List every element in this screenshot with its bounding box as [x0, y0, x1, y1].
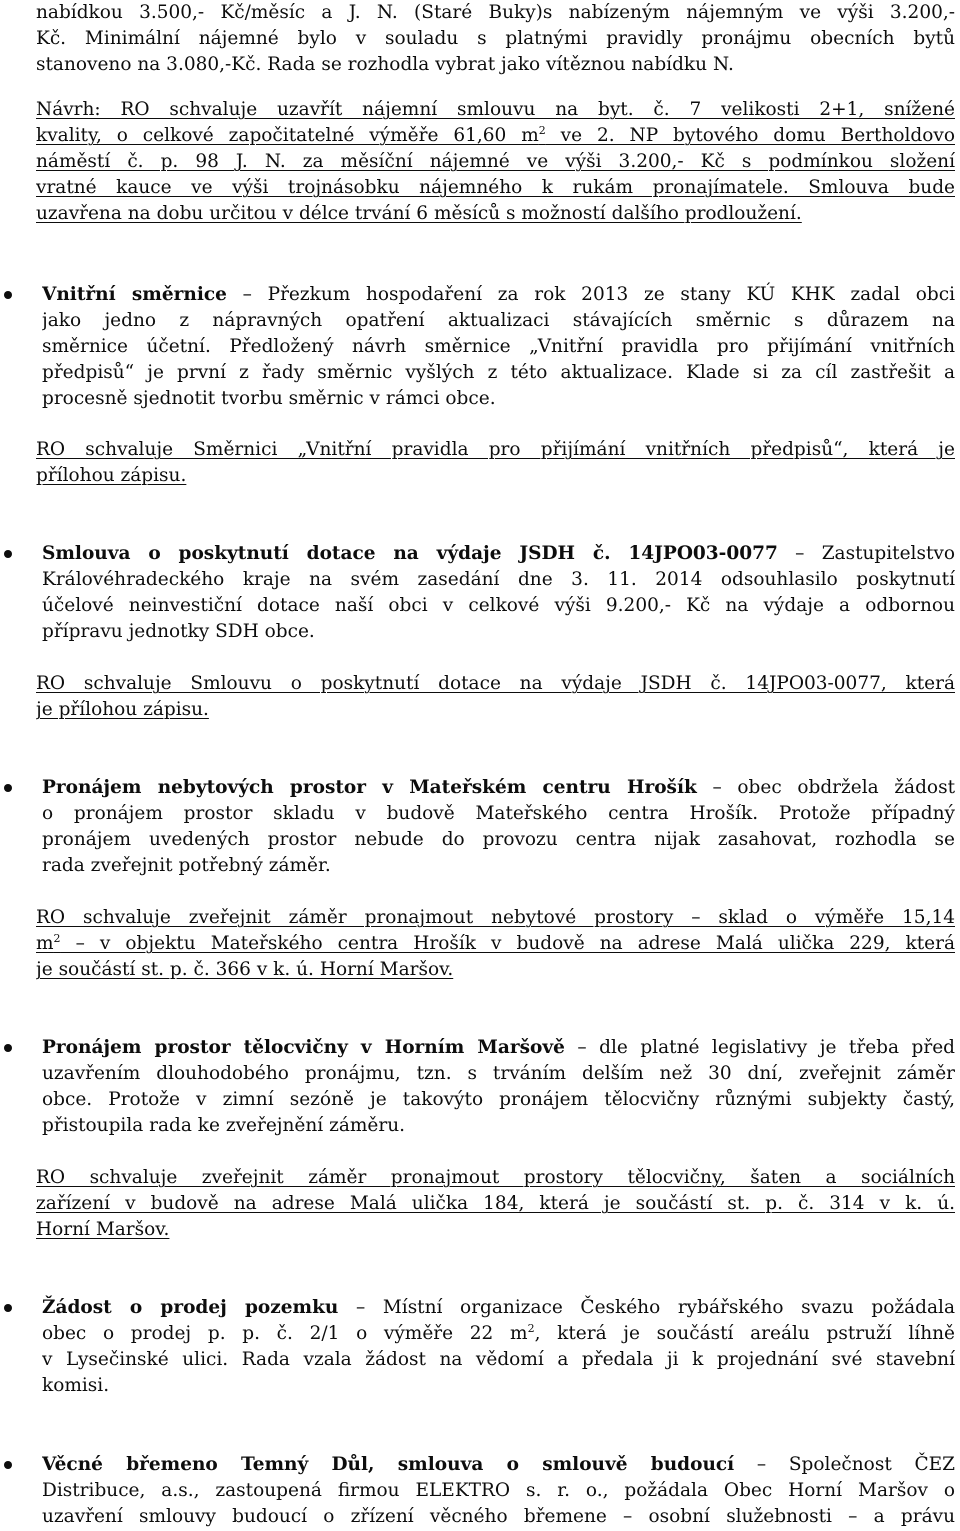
- item-paragraph: [42, 1295, 955, 1399]
- paragraph-line: stanoveno na 3.080,-Kč. Rada se rozhodla vybrat jako vítěznou nabídku N.: [36, 54, 734, 75]
- item-paragraph: [42, 1452, 955, 1530]
- paragraph-line: Návrh: RO schvaluje uzavřít nájemní smlouvu na byt. č. 7 velikosti 2+1, snížené: [36, 99, 955, 120]
- item-first-line: [42, 282, 955, 308]
- paragraph-line: Kč. Minimální nájemné bylo v souladu s platnými pravidly pronájmu obecních bytů: [36, 28, 955, 49]
- paragraph-line: jako jedno z nápravných opatření aktualizaci stávajících směrnic s důrazem na: [42, 310, 955, 331]
- resolution-line: RO schvaluje Směrnici „Vnitřní pravidla pro přijímání vnitřních předpisů“, která je: [36, 439, 955, 460]
- bullet-icon: [4, 291, 12, 299]
- line-text-segment: obec o prodej p. p. č. 2/1 o výměře 22 m: [42, 1323, 528, 1344]
- line-text-segment: kvality, o celkové započitatelné výměře 61,60 m: [36, 125, 539, 146]
- item-paragraph: [42, 1035, 955, 1139]
- resolution-line: [36, 931, 955, 957]
- paragraph-line: Královéhradeckého kraje na svém zasedání dne 3. 11. 2014 odsouhlasilo poskytnutí: [42, 569, 955, 590]
- paragraph-line: přistoupila rada ke zveřejnění záměru.: [42, 1115, 405, 1136]
- item-lead-text: – Společnost ČEZ: [734, 1454, 955, 1475]
- paragraph-line: vratné kauce ve výši trojnásobku nájemného k rukám pronajímatele. Smlouva bude: [36, 177, 955, 198]
- paragraph-line: směrnice účetní. Předložený návrh směrnice „Vnitřní pravidla pro přijímání vnitřních: [42, 336, 955, 357]
- bullet-icon: [4, 550, 12, 558]
- paragraph-line: uzavřením dlouhodobého pronájmu, tzn. s trváním delším než 30 dní, zveřejnit záměr: [42, 1063, 955, 1084]
- intro-paragraph: [36, 0, 955, 78]
- resolution-line: RO schvaluje Smlouvu o poskytnutí dotace na výdaje JSDH č. 14JPO03-0077, která: [36, 673, 955, 694]
- item-first-line: [42, 541, 955, 567]
- proposal-paragraph: [36, 97, 955, 227]
- line-text-segment: m: [36, 933, 54, 954]
- item-first-line: [42, 775, 955, 801]
- item-paragraph: [42, 541, 955, 645]
- item-lead-text: – Místní organizace Českého rybářského svazu požádala: [338, 1297, 955, 1318]
- bullet-icon: [4, 1044, 12, 1052]
- paragraph-line: uzavřena na dobu určitou v délce trvání 6 měsíců s možností dalšího prodloužení.: [36, 203, 802, 224]
- item-title: Pronájem nebytových prostor v Mateřském centru Hrošík: [42, 777, 697, 798]
- resolution-paragraph: [36, 905, 955, 983]
- resolution-line: zařízení v budově na adrese Malá ulička 184, která je součástí st. p. č. 314 v k. ú.: [36, 1193, 955, 1214]
- item-lead-text: – dle platné legislativy je třeba před: [564, 1037, 955, 1058]
- superscript: 2: [53, 932, 61, 945]
- item-lead-text: – obec obdržela žádost: [696, 777, 955, 798]
- item-first-line: [42, 1295, 955, 1321]
- item-title: Pronájem prostor tělocvičny v Horním Maršově: [42, 1037, 565, 1058]
- paragraph-line: [36, 123, 955, 149]
- paragraph-line: [42, 1321, 955, 1347]
- paragraph-line: pronájem uvedených prostor nebude do provozu centra nijak zasahovat, rozhodla se: [42, 829, 955, 850]
- resolution-paragraph: [36, 437, 955, 489]
- item-title: Žádost o prodej pozemku: [42, 1297, 339, 1318]
- resolution-paragraph: [36, 671, 955, 723]
- resolution-line: je součástí st. p. č. 366 v k. ú. Horní Maršov.: [36, 959, 454, 980]
- superscript: 2: [538, 124, 546, 137]
- line-text-segment: ve 2. NP bytového domu Bertholdovo: [545, 125, 955, 146]
- item-title: Věcné břemeno Temný Důl, smlouva o smlouvě budoucí: [42, 1454, 735, 1475]
- item-paragraph: [42, 282, 955, 412]
- item-paragraph: [42, 775, 955, 879]
- item-first-line: [42, 1035, 955, 1061]
- paragraph-line: uzavření smlouvy budoucí o zřízení věcného břemene – osobní služebnosti – a právu: [42, 1506, 955, 1527]
- paragraph-line: obce. Protože v zimní sezóně je takovýto pronájem tělocvičny různými subjekty častý,: [42, 1089, 955, 1110]
- paragraph-line: předpisů“ je první z řady směrnic vyšlých z této aktualizace. Klade si za cíl zastřešit a: [42, 362, 955, 383]
- paragraph-line: přípravu jednotky SDH obce.: [42, 621, 315, 642]
- bullet-icon: [4, 1461, 12, 1469]
- paragraph-line: v Lysečinské ulici. Rada vzala žádost na vědomí a předala ji k projednání své stavební: [42, 1349, 955, 1370]
- resolution-paragraph: [36, 1165, 955, 1243]
- superscript: 2: [527, 1322, 535, 1335]
- bullet-icon: [4, 784, 12, 792]
- paragraph-line: o pronájem prostor skladu v budově Mateřského centra Hrošík. Protože případný: [42, 803, 955, 824]
- resolution-line: RO schvaluje zveřejnit záměr pronajmout nebytové prostory – sklad o výměře 15,14: [36, 907, 955, 928]
- item-lead-text: – Zastupitelstvo: [777, 543, 955, 564]
- resolution-line: je přílohou zápisu.: [36, 699, 209, 720]
- line-text-segment: , která je součástí areálu pstruží líhně: [534, 1323, 955, 1344]
- paragraph-line: nabídkou 3.500,- Kč/měsíc a J. N. (Staré Buky)s nabízeným nájemným ve výši 3.200,-: [36, 2, 955, 23]
- paragraph-line: Distribuce, a.s., zastoupená firmou ELEKTRO s. r. o., požádala Obec Horní Maršov o: [42, 1480, 955, 1501]
- paragraph-line: náměstí č. p. 98 J. N. za měsíční nájemné ve výši 3.200,- Kč s podmínkou složení: [36, 151, 955, 172]
- paragraph-line: procesně sjednotit tvorbu směrnic v rámci obce.: [42, 388, 496, 409]
- resolution-line: přílohou zápisu.: [36, 465, 187, 486]
- resolution-line: RO schvaluje zveřejnit záměr pronajmout prostory tělocvičny, šaten a sociálních: [36, 1167, 955, 1188]
- item-title: Smlouva o poskytnutí dotace na výdaje JSDH č. 14JPO03-0077: [42, 543, 778, 564]
- line-text-segment: – v objektu Mateřského centra Hrošík v budově na adrese Malá ulička 229, která: [60, 933, 955, 954]
- item-first-line: [42, 1452, 955, 1478]
- item-lead-text: – Přezkum hospodaření za rok 2013 ze stany KÚ KHK zadal obci: [226, 284, 955, 305]
- paragraph-line: účelové neinvestiční dotace naší obci v celkové výši 9.200,- Kč na výdaje a odbornou: [42, 595, 955, 616]
- paragraph-line: rada zveřejnit potřebný záměr.: [42, 855, 331, 876]
- item-title: Vnitřní směrnice: [42, 284, 227, 305]
- resolution-line: Horní Maršov.: [36, 1219, 170, 1240]
- paragraph-line: komisi.: [42, 1375, 110, 1396]
- bullet-icon: [4, 1304, 12, 1312]
